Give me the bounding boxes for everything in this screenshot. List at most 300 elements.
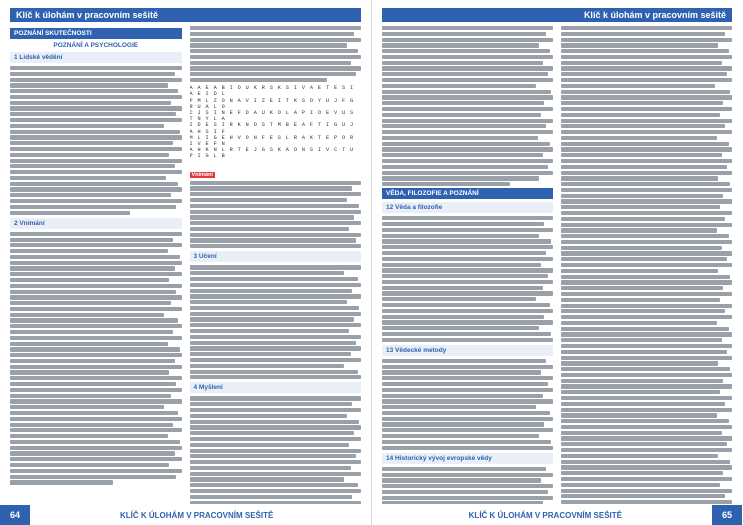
text-line [382,309,553,313]
text-line [382,222,544,226]
text-line [561,182,730,186]
text-line [382,49,550,53]
text-line [561,251,732,255]
text-line [190,460,362,464]
text-line [10,141,173,145]
text-line [190,61,351,65]
text-line [190,364,344,368]
text-line [382,440,551,444]
text-line [10,313,164,317]
text-line [10,440,180,444]
text-line [190,408,362,412]
text-line [190,420,360,424]
text-line [10,78,182,82]
text-line [382,234,539,238]
text-line [382,376,553,380]
text-line [561,269,718,273]
text-line [382,251,546,255]
text-line [190,283,362,287]
text-line [561,280,732,284]
text-line [10,187,182,191]
text-line [561,257,727,261]
text-line [10,434,168,438]
text-line [382,124,546,128]
text-line [382,428,553,432]
text-line [10,159,182,163]
text-line [10,193,171,197]
text-line [382,72,548,76]
text-line [10,353,182,357]
text-line [190,306,360,310]
text-line [10,295,182,299]
left-footer [0,505,371,525]
text-line [561,465,732,469]
text-line [10,330,173,334]
text-line [561,49,729,53]
text-line [561,402,725,406]
text-line [190,443,349,447]
text-line [382,119,553,123]
text-line [382,55,553,59]
text-line [561,32,725,36]
text-line [561,95,732,99]
text-line [561,350,727,354]
text-line [190,414,348,418]
text-line [10,72,175,76]
text-line [382,326,539,330]
text-line [561,304,732,308]
text-line [10,182,178,186]
text-line [561,338,722,342]
section-title: POZNÁNÍ SKUTEČNOSTI [10,28,182,39]
text-line [10,83,168,87]
text-line [382,159,553,163]
text-line [190,375,362,379]
left-column-2 [190,26,362,504]
text-line [561,327,729,331]
text-line [190,66,362,70]
text-line [10,451,175,455]
text-line [561,500,732,504]
text-line [382,382,548,386]
text-line [190,329,349,333]
text-line [382,153,543,157]
text-line [382,90,551,94]
text-line [561,171,732,175]
text-line [561,494,725,498]
text-line [10,153,169,157]
text-line [561,471,723,475]
left-header: Klíč k úlohám v pracovním sešitě [10,8,361,22]
text-line [561,477,732,481]
text-line [382,147,553,151]
text-line [190,210,362,214]
text-line [382,370,541,374]
text-line [382,315,544,319]
text-line [561,205,720,209]
text-line [382,496,553,500]
text-line [561,332,732,336]
text-line [190,489,362,493]
text-line [382,171,553,175]
task-label: 2 Vnímání [10,218,182,229]
right-column-2 [561,26,732,504]
text-line [10,66,182,70]
text-line [561,292,732,296]
text-line [382,286,543,290]
text-line [190,43,348,47]
text-line [382,113,541,117]
section-title: VĚDA, FILOZOFIE A POZNÁNÍ [382,188,553,199]
text-line [10,243,182,247]
text-line [190,192,362,196]
text-line [561,240,732,244]
text-line [190,335,362,339]
text-line [561,419,729,423]
left-column-1 [10,26,182,504]
text-line [10,480,113,484]
text-line [190,181,362,185]
text-line [561,176,718,180]
text-line [10,211,130,215]
text-line [190,495,353,499]
text-line [382,78,553,82]
text-line [561,113,720,117]
text-line [382,280,553,284]
text-line [10,469,182,473]
text-line [190,454,356,458]
text-line [10,318,178,322]
text-line [382,274,548,278]
text-line [382,61,543,65]
footer-label: KLÍČ K ÚLOHÁM V PRACOVNÍM SEŠITĚ [468,510,622,520]
text-line [382,228,553,232]
text-line [382,263,541,267]
text-line [10,249,168,253]
text-line [561,84,715,88]
text-line [561,379,723,383]
text-line [190,483,358,487]
text-line [190,312,362,316]
text-line [382,101,544,105]
text-line [561,344,732,348]
text-line [561,246,722,250]
text-line [382,239,551,243]
text-line [10,101,171,105]
text-line [382,501,543,504]
text-line [561,223,732,227]
text-line [190,501,362,504]
text-line [10,147,182,151]
text-line [382,484,553,488]
text-line [382,394,543,398]
text-line [382,26,553,30]
right-header: Klíč k úlohám v pracovním sešitě [382,8,732,22]
text-line [561,396,732,400]
text-line [10,411,178,415]
text-line [382,43,539,47]
text-line [190,431,355,435]
letter-grid: A A E A B I O U K R S K S I V A E T E S I A E I D L P M L Z O N A V I Z E I T K S O Y U J F G R U A L O C J S I N E F D A U K O L A P I O E V U S T N Y L A I D E S I R K N O S T M B E A F T I G U J A H S I F M L I G E H V O N F E S L R A K T E P O R I V E F N A H K N L R T E J G S K A O N S I V C T U P I G L B [189,85,355,160]
text-line [382,359,546,363]
text-line [190,466,351,470]
text-line [190,271,344,275]
text-line [10,457,182,461]
text-line [561,408,732,412]
text-line [561,367,730,371]
text-line [10,428,182,432]
text-line [561,373,732,377]
text-line [10,336,182,340]
text-line [382,434,539,438]
task-label: 1 Lidské vědění [10,52,182,63]
text-line [382,303,550,307]
text-line [190,317,355,321]
text-line [10,118,182,122]
text-line [382,257,553,261]
text-line [382,467,546,471]
text-line [382,291,553,295]
text-line [561,217,725,221]
text-line [561,390,720,394]
text-line [10,176,166,180]
text-line [561,147,732,151]
page-number: 64 [0,505,30,525]
text-line [190,198,348,202]
text-line [10,135,182,139]
text-line [10,423,173,427]
text-line [10,370,169,374]
text-line [382,338,553,342]
text-line [190,396,362,400]
text-line [382,399,553,403]
text-line [10,95,182,99]
left-page [0,0,371,525]
text-line [190,370,358,374]
text-line [561,425,732,429]
text-line [382,478,541,482]
text-line [10,272,182,276]
text-line [561,454,718,458]
text-line [190,227,349,231]
text-line [190,32,355,36]
text-line [382,332,551,336]
text-line [10,255,180,259]
text-line [561,384,732,388]
right-footer [372,505,742,525]
text-line [561,298,720,302]
text-line [561,188,732,192]
text-line [10,278,169,282]
text-line [10,342,168,346]
text-line [190,472,362,476]
text-line [10,170,182,174]
text-line [382,84,536,88]
text-line [10,238,173,242]
text-line [190,352,351,356]
text-line [190,38,362,42]
text-line [382,422,544,426]
text-line [190,289,353,293]
text-line [382,320,553,324]
text-line [10,130,180,134]
text-line [190,78,327,82]
text-line [10,359,175,363]
task-label: 13 Vědecké metody [382,345,553,356]
text-line [10,89,178,93]
text-line [561,436,732,440]
text-line [561,153,722,157]
text-line [10,347,180,351]
text-line [382,297,536,301]
text-line [382,66,553,70]
text-line [561,142,729,146]
text-line [561,72,727,76]
text-line [382,411,550,415]
text-line [10,463,169,467]
task-label: 12 Věda a filozofie [382,202,553,213]
text-line [561,101,723,105]
text-line [10,284,182,288]
footer-label: KLÍČ K ÚLOHÁM V PRACOVNÍM SEŠITĚ [120,510,274,520]
text-line [561,356,732,360]
text-line [190,238,356,242]
text-line [190,49,358,53]
text-line [382,405,536,409]
text-line [561,315,732,319]
text-line [190,244,362,248]
text-line [382,473,553,477]
text-line [561,165,727,169]
text-line [190,204,360,208]
text-line [561,286,723,290]
text-line [190,341,356,345]
text-line [382,490,548,494]
text-line [190,26,362,30]
text-line [190,300,348,304]
text-line [10,124,164,128]
text-line [10,446,182,450]
text-line [10,475,176,479]
text-line [190,449,362,453]
text-line [10,232,182,236]
text-line [561,66,732,70]
text-line [561,136,717,140]
text-line [10,382,176,386]
text-line [382,95,553,99]
text-line [561,489,732,493]
text-line [561,119,732,123]
text-line [382,130,553,134]
text-line [561,78,732,82]
text-line [190,221,362,225]
text-line [561,194,723,198]
text-line [561,38,732,42]
text-line [190,215,355,219]
text-line [561,263,732,267]
text-line [190,402,353,406]
text-line [561,43,718,47]
page-number: 65 [712,505,742,525]
text-line [561,211,732,215]
text-line [561,361,718,365]
text-line [382,165,548,169]
text-line [561,460,730,464]
task-label: 4 Myšlení [190,382,362,393]
text-line [561,234,729,238]
text-line [561,448,732,452]
text-line [561,61,722,65]
text-line [561,431,722,435]
text-line [190,277,358,281]
text-line [10,290,176,294]
text-line [10,307,182,311]
text-line [561,130,732,134]
text-line [10,205,176,209]
text-line [10,365,182,369]
text-line [561,413,717,417]
text-line [382,216,553,220]
text-line [10,266,175,270]
highlight-term: Vnímání [191,171,213,178]
text-line [10,301,171,305]
text-line [10,394,171,398]
text-line [10,112,176,116]
text-line [561,228,717,232]
text-line [10,405,164,409]
text-line [382,365,553,369]
text-line [190,72,356,76]
text-line [10,261,182,265]
text-line [190,437,362,441]
text-line [382,38,553,42]
text-line [561,483,720,487]
text-line [561,159,732,163]
text-line [10,106,182,110]
task-label: 3 Učení [190,251,362,262]
text-line [190,186,353,190]
text-line [190,233,362,237]
text-line [382,446,553,450]
text-line [561,275,730,279]
text-line [382,182,510,186]
text-line [10,324,182,328]
task-label: 14 Historický vývoj evropské vědy [382,453,553,464]
text-line [382,417,553,421]
text-line [10,388,182,392]
subsection-title: POZNÁNÍ A PSYCHOLOGIE [53,42,139,49]
text-line [382,245,553,249]
text-line [382,32,546,36]
text-line [561,199,732,203]
text-line [190,477,344,481]
text-line [10,376,182,380]
text-line [561,124,725,128]
right-column-1 [382,26,553,504]
text-line [190,425,362,429]
text-line [561,321,717,325]
text-line [561,107,732,111]
text-line [190,358,362,362]
text-line [561,55,732,59]
text-line [190,55,362,59]
text-line [561,26,732,30]
text-line [382,268,553,272]
text-line [10,164,175,168]
text-line [382,176,539,180]
text-line [190,294,362,298]
text-line [10,399,182,403]
